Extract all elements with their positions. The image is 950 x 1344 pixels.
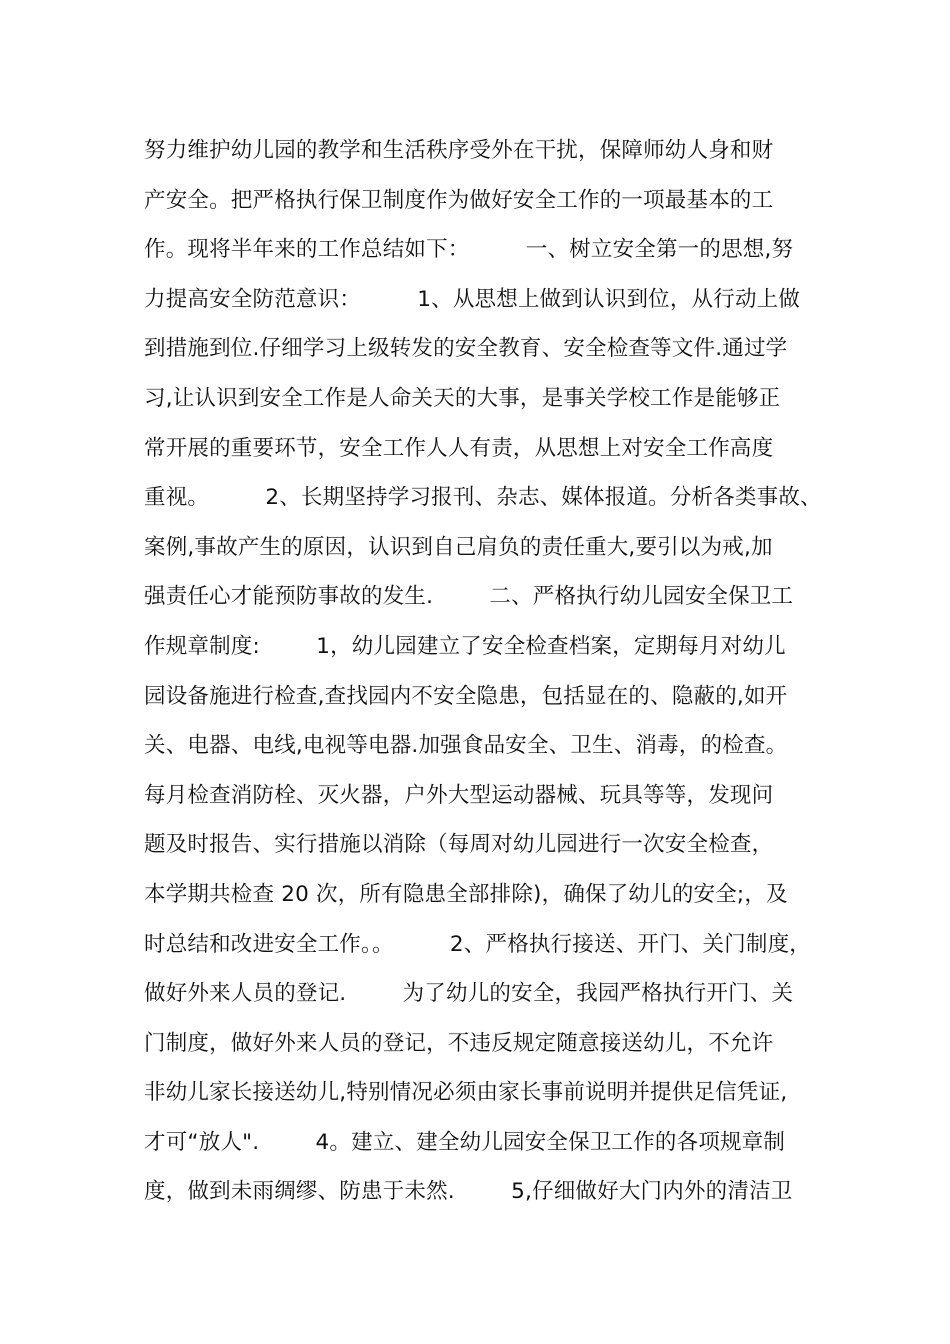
text-line: 园设备施进行检查,查找园内不安全隐患，包括显在的、隐蔽的,如开 [144, 683, 788, 709]
text-line: 做好外来人员的登记. 为了幼儿的安全，我园严格执行开门、关 [144, 981, 794, 1007]
text-line: 力提高安全防范意识： 1、从思想上做到认识到位，从行动上做 [144, 286, 801, 312]
text-line: 门制度，做好外来人员的登记，不违反规定随意接送幼儿，不允许 [144, 1030, 774, 1056]
text-line: 时总结和改进安全工作。。 2、严格执行接送、开门、关门制度， [144, 931, 812, 957]
text-line: 本学期共检查 20 次，所有隐患全部排除)，确保了幼儿的安全;，及 [144, 881, 788, 907]
text-line: 每月检查消防栓、灭火器，户外大型运动器械、玩具等等，发现问 [144, 782, 774, 808]
text-line: 重视。 2、长期坚持学习报刊、杂志、媒体报道。分析各类事故、 [144, 485, 822, 511]
text-line: 才可“放人". 4。建立、建全幼儿园安全保卫工作的各项规章制 [144, 1129, 786, 1155]
text-line: 作规章制度: 1，幼儿园建立了安全检查档案，定期每月对幼儿 [144, 633, 786, 659]
text-line: 产安全。把严格执行保卫制度作为做好安全工作的一项最基本的工 [144, 187, 774, 213]
text-line: 强责任心才能预防事故的发生. 二、严格执行幼儿园安全保卫工 [144, 584, 794, 610]
text-line: 度，做到未雨绸缪、防患于未然. 5,仔细做好大门内外的清洁卫 [144, 1179, 793, 1205]
text-line: 非幼儿家长接送幼儿,特别情况必须由家长事前说明并提供足信凭证, [144, 1080, 788, 1106]
text-line: 关、电器、电线,电视等电器.加强食品安全、卫生、消毒，的检查。 [144, 733, 788, 759]
text-line: 作。现将半年来的工作总结如下： 一、树立安全第一的思想,努 [144, 237, 794, 263]
text-line: 题及时报告、实行措施以消除（每周对幼儿园进行一次安全检查， [144, 832, 774, 858]
body-text [144, 131, 834, 1222]
text-line: 到措施到位.仔细学习上级转发的安全教育、安全检查等文件.通过学 [144, 336, 788, 362]
text-line: 努力维护幼儿园的教学和生活秩序受外在干扰，保障师幼人身和财 [144, 138, 774, 163]
text-line: 案例,事故产生的原因，认识到自己肩负的责任重大,要引以为戒,加 [144, 534, 773, 560]
text-line: 常开展的重要环节，安全工作人人有责，从思想上对安全工作高度 [144, 435, 774, 461]
text-line: 习,让认识到安全工作是人命关天的大事，是事关学校工作是能够正 [144, 385, 781, 411]
